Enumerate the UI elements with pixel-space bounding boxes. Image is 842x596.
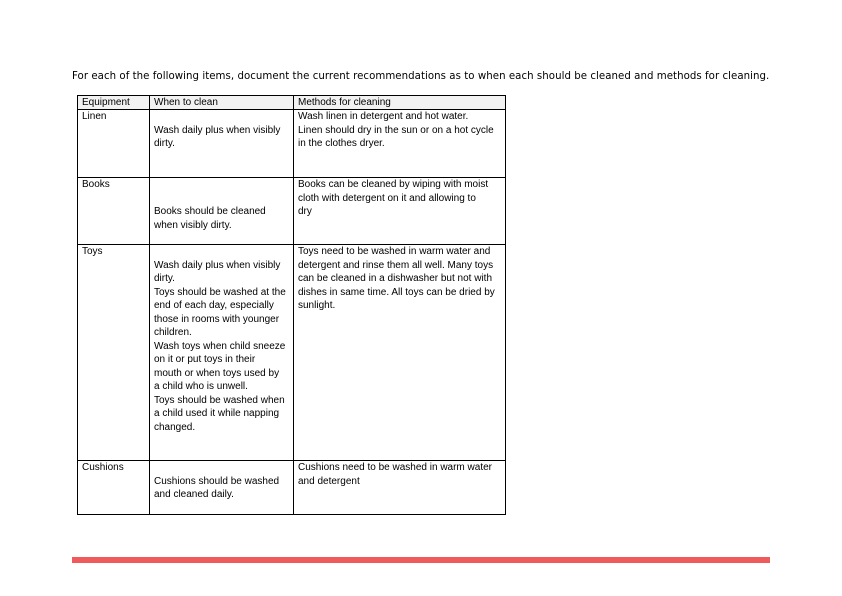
- when-line: Toys should be washed at the: [154, 286, 286, 298]
- methods-cell: [294, 245, 506, 461]
- equipment-cell: Cushions: [78, 461, 150, 515]
- when-line: a child who is unwell.: [154, 381, 248, 392]
- when-line: Wash daily plus when visibly: [154, 124, 281, 136]
- when-to-clean-cell: [150, 110, 294, 178]
- table-row: [78, 178, 506, 245]
- equipment-cell: Linen: [78, 110, 150, 178]
- methods-line: and detergent: [298, 475, 360, 487]
- when-line: Wash toys when child sneeze: [154, 340, 286, 352]
- methods-cell: [294, 461, 506, 515]
- header-methods-for-cleaning: Methods for cleaning: [294, 96, 506, 110]
- when-line: changed.: [154, 421, 196, 433]
- when-line: Books should be cleaned: [154, 206, 266, 217]
- table-row: [78, 245, 506, 461]
- when-line: mouth or when toys used by: [154, 367, 280, 379]
- when-line: Wash daily plus when visibly: [154, 259, 281, 271]
- methods-line: Cushions need to be washed in warm water: [298, 462, 492, 473]
- methods-line: sunlight.: [298, 300, 336, 311]
- when-to-clean-cell: [150, 461, 294, 515]
- when-line: dirty.: [154, 138, 175, 149]
- methods-line: dishes in same time. All toys can be dried by: [298, 286, 495, 298]
- methods-line: can be cleaned in a dishwasher but not with: [298, 273, 493, 284]
- header-when-to-clean: When to clean: [150, 96, 294, 110]
- instructions-text: For each of the following items, document the current recommendations as to when each should be cleaned and methods for cleaning.: [72, 71, 770, 82]
- table-header-row: [78, 96, 506, 110]
- equipment-cell: Toys: [78, 245, 150, 461]
- equipment-cell: Books: [78, 178, 150, 245]
- when-line: dirty.: [154, 273, 175, 284]
- when-line: end of each day, especially: [154, 300, 274, 311]
- header-equipment: Equipment: [78, 96, 150, 110]
- when-line: and cleaned daily.: [154, 489, 234, 500]
- when-line: those in rooms with younger: [154, 313, 280, 325]
- when-line: Toys should be washed when: [154, 394, 285, 406]
- when-line: a child used it while napping: [154, 408, 280, 419]
- when-to-clean-cell: [150, 178, 294, 245]
- methods-line: in the clothes dryer.: [298, 138, 385, 149]
- table-row: [78, 461, 506, 515]
- when-to-clean-cell: [150, 245, 294, 461]
- methods-line: cloth with detergent on it and allowing to: [298, 192, 476, 204]
- methods-line: dry: [298, 206, 312, 217]
- methods-line: Books can be cleaned by wiping with moist: [298, 179, 489, 190]
- methods-line: Wash linen in detergent and hot water.: [298, 111, 469, 122]
- when-line: on it or put toys in their: [154, 354, 256, 365]
- methods-line: Toys need to be washed in warm water and: [298, 246, 491, 257]
- when-line: when visibly dirty.: [154, 219, 232, 231]
- when-line: Cushions should be washed: [154, 475, 280, 487]
- cleaning-table: [77, 95, 506, 515]
- table-row: [78, 110, 506, 178]
- footer-accent-bar: [72, 557, 770, 563]
- methods-line: detergent and rinse them all well. Many toys: [298, 259, 494, 271]
- methods-cell: [294, 110, 506, 178]
- when-line: children.: [154, 327, 192, 338]
- methods-line: Linen should dry in the sun or on a hot cycle: [298, 124, 494, 136]
- methods-cell: [294, 178, 506, 245]
